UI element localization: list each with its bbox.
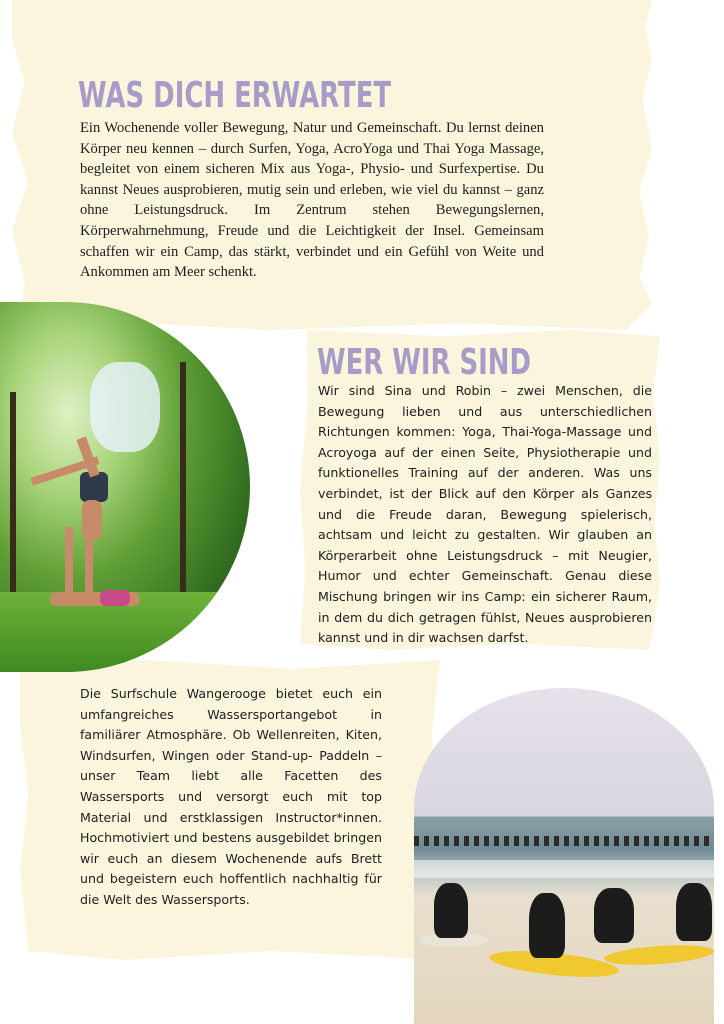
paragraph-was-dich-erwartet: Ein Wochenende voller Bewegung, Natur und Gemeinschaft. Du lernst deinen Körper neu kennen – durch Surfen, Yoga, AcroYoga und Thai Yoga Massage, begleitet von einem sicheren Mix aus Yoga-, Physio- und Surfexpertise. Du kannst Neues ausprobieren, mutig sein und erleben, wie viel du kannst – ganz ohne Leistungsdruck. Im Zentrum stehen Bewegungslernen, Körperwahrnehmung, Freude und die Leichtigkeit der Insel. Gemeinsam schaffen wir ein Camp, das stärkt, verbindet und ein Gefühl von Weite und Ankommen am Meer schenkt. (80, 120, 544, 281)
surf-beach-photo (414, 688, 714, 1024)
heading-was-dich-erwartet: WAS DICH ERWARTET (78, 75, 392, 116)
paragraph-wer-wir-sind: Wir sind Sina und Robin – zwei Menschen, die Bewegung lieben und aus unterschiedlichen Richtungen kommen: Yoga, Thai-Yoga-Massage und Acroyoga auf der einen Seite, Physiotherapie und funktionelles Training auf der anderen. Was uns verbindet, ist der Blick auf den Körper als Ganzes und die Freude daran, Bewegung spielerisch, achtsam und leicht zu gestalten. Wir glauben an Körperarbeit ohne Leistungsdruck – mit Neugier, Humor und echter Gemeinschaft. Genau diese Mischung bringen wir ins Camp: ein sicherer Raum, in dem du dich getragen fühlst, Neues ausprobieren kannst und in dir wachsen darfst. (318, 383, 652, 646)
heading-wer-wir-sind: WER WIR SIND (317, 342, 532, 383)
paragraph-surfschule: Die Surfschule Wangerooge bietet euch ein umfangreiches Wassersportangebot in familiärer Atmosphäre. Ob Wellenreiten, Kiten, Windsurfen, Wingen oder Stand-up- Paddeln – unser Team liebt alle Facetten des Wassersports und versorgt euch mit top Material und erstklassigen Instructor*innen. Hochmotiviert und bestens ausgebildet bringen wir euch an diesem Wochenende aufs Brett und begeistern euch hoffentlich nachhaltig für die Welt des Wassersports. (80, 686, 382, 907)
acroyoga-photo (0, 302, 250, 672)
